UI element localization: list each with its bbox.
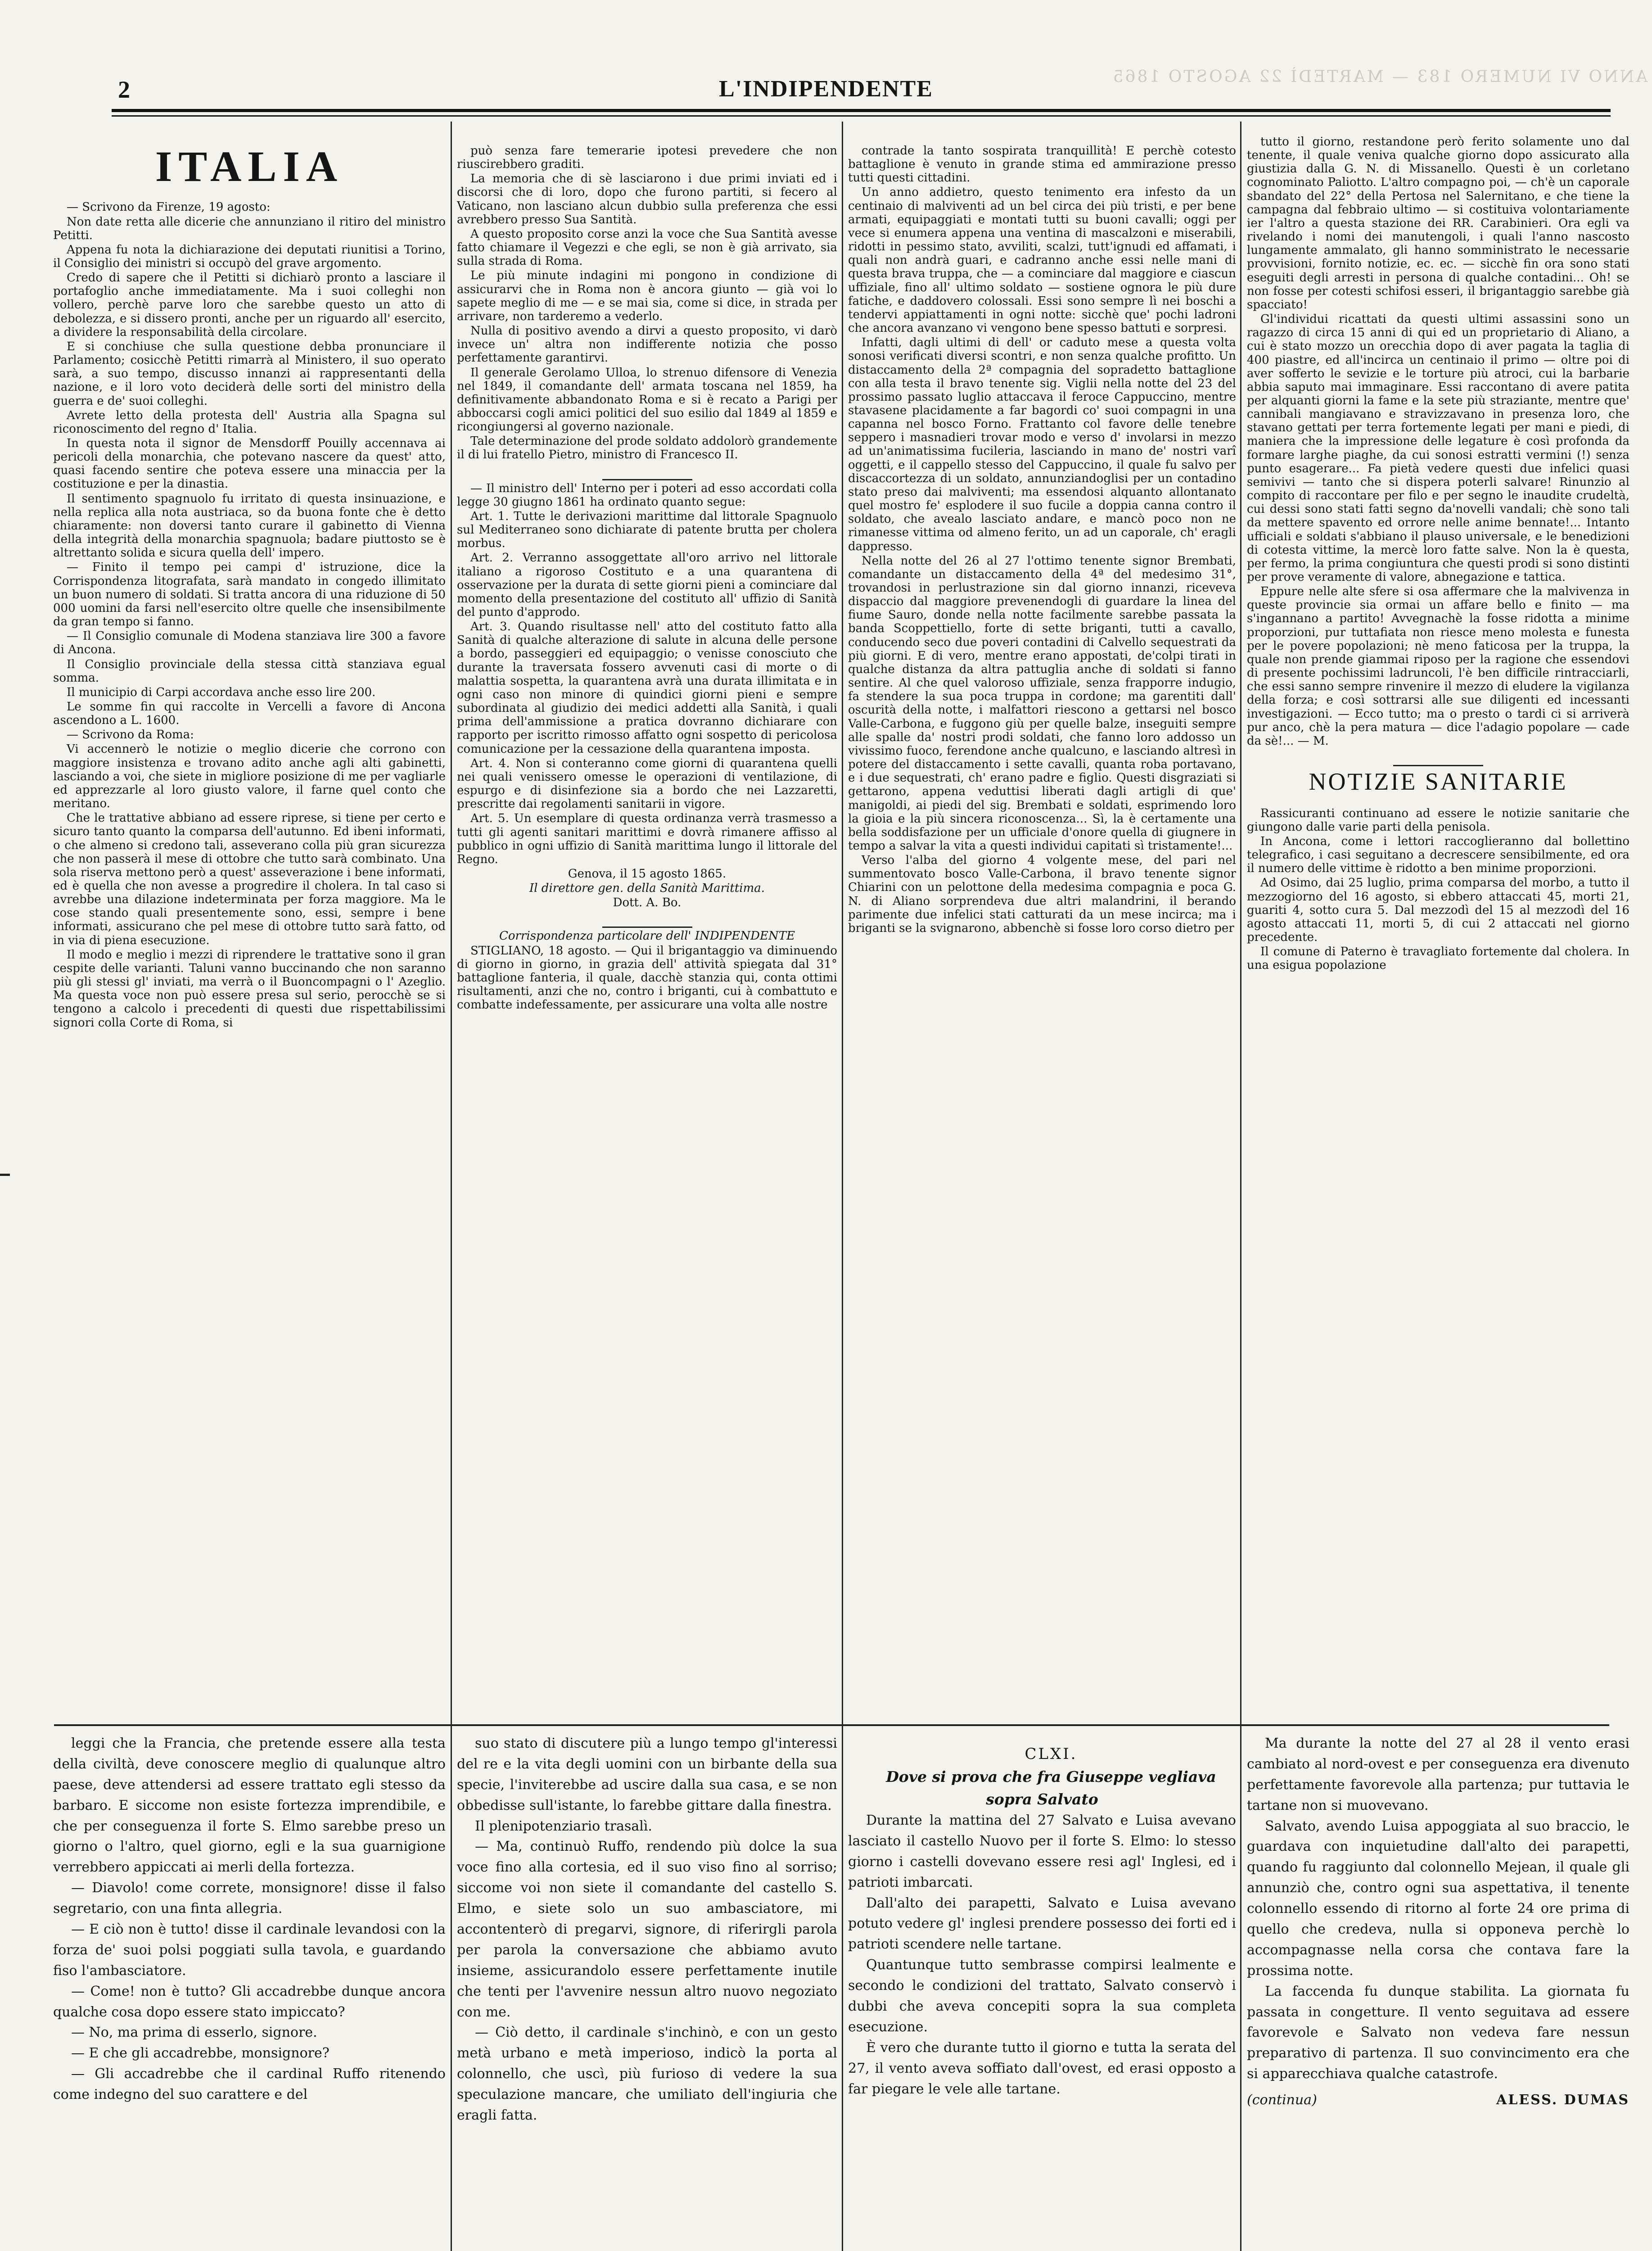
paragraph: — Il ministro dell' Interno per i poteri ad esso accordati colla legge 30 giugno 1861 ha ordinato quanto segue: [457, 481, 837, 509]
column-divider [451, 122, 452, 2251]
paragraph: Art. 3. Quando risultasse nell' atto del costituto fatto alla Sanità di qualche alterazione di salute in alcuna delle persone a bordo, passeggieri ed equipaggio; o venisse conosciuto che durante la traversata fossero avvenuti casi di morte o di malattia sospetta, la quarantena avrà una durata illimitata e in ogni caso non minore di quindici giorni pieni e sempre subordinata al giudizio dei medici addetti alla Sanità, i quali prima dell'ammissione a pratica dovranno dichiarare con rapporto per iscritto rimosso affatto ogni sospetto di pericolosa comunicazione per la cessazione della quarantena imposta. [457, 620, 837, 756]
paragraph: — E che gli accadrebbe, monsignore? [71, 2045, 329, 2061]
feuilleton-rule [54, 1724, 1609, 1726]
paragraph: Quantunque tutto sembrasse compirsi lealmente e secondo le condizioni del trattato, Salvato conservò i dubbi che aveva concepiti sopra la sua completa esecuzione. [848, 1957, 1236, 2035]
paragraph: Avrete letto della protesta dell' Austria alla Spagna sul riconoscimento del regno d' Italia. [53, 408, 446, 436]
page-number: 2 [118, 76, 130, 103]
column-divider [842, 122, 843, 2251]
bleed-through-text: ANNO VI NUMERO 183 — MARTEDÌ 22 AGOSTO 1865 [1111, 68, 1647, 86]
paragraph: Gl'individui ricattati da questi ultimi assassini sono un ragazzo di circa 15 anni di qui ed un proprietario di Aliano, a cui è stato mozzo un orecchia dopo di aver pagata la taglia di 400 piastre, ed all'incirca un centinaio il primo — oltre poi di aver sofferto le sevizie e le torture più atroci, cui la barbarie abbia saputo mai immaginare. Essi raccontano di avere patita per alquanti giorni la fame e la sete più straziante, mentre que' cannibali mangiavano e stravizzavano in presenza loro, che stavano gettati per terra fortemente legati per mani e piedi, di maniera che la impressione delle legature è così profonda da formare larghe piaghe, da cui sonosi estratti vermini (!) senza punto esagerare... Fa pietà vedere questi due infelici quasi semivivi — tanto che si dispera poterli salvare! Rinunzio al compito di raccontare per filo e per segno le inaudite crudeltà, cui dessi sono stati fatti segno da'novelli vandali; chè sono tali da mettere spavento ed orrore nelle anime bennate!... Intanto ufficiali e soldati s'abbiano il plauso universale, e le benedizioni di cotesta vittime, la mercè loro fatte salve. Non la è questa, per fermo, la prima congiuntura che questi prodi si sono distinti per prove veramente di valore, abnegazione e tattica. [1247, 312, 1629, 584]
paragraph: può senza fare temerarie ipotesi prevedere che non riuscirebbero graditi. [457, 144, 837, 172]
chapter-number: CLXI. [1025, 1745, 1078, 1763]
paragraph: Art. 2. Verranno assoggettate all'oro arrivo nel littorale italiano a rigoroso Costituto e a una quarantena di osservazione per la durata di sette giorni pieni a cominciare dal momento della presentazione del costituto all' uffizio di Sanità del punto d'approdo. [457, 551, 837, 619]
paragraph: Art. 5. Un esemplare di questa ordinanza verrà trasmesso a tutti gli agenti sanitari marittimi e dovrà rimanere affisso al pubblico in ogni uffizio di Sanità marittima lungo il littorale del Regno. [457, 812, 837, 866]
column-four [1247, 135, 1629, 1718]
paragraph: Un anno addietro, questo tenimento era infesto da un centinaio di malviventi ad un bel circa dei più tristi, e per bene armati, equipaggiati e montati tutti su buoni cavalli; oggi per vece si enumera appena una ventina di mascalzoni e miserabili, ridotti in pessimo stato, avviliti, scalzi, tutt'ignudi ed affamati, i quali non andrà guari, e cadranno anche essi nelle mani di questa brava truppa, che — a cominciare dal maggiore e ciascun uffiziale, fino all' ultimo soldato — sostiene ognora le più dure fatiche, e daddovero colossali. Essi sono sempre lì nei boschi a tendervi appiattamenti in ogni notte: sicchè que' pochi ladroni che ancora avanzano vi vengono bene spesso battuti e sorpresi. [848, 185, 1236, 335]
feuilleton-column-4 [1247, 1733, 1629, 2251]
paragraph: La memoria che di sè lasciarono i due primi inviati ed i discorsi che di loro, dopo che furono partiti, si fecero al Vaticano, non lasciano alcun dubbio sulla preferenza che essi avrebbero presso Sua Santità. [457, 172, 837, 226]
paragraph: Rassicuranti continuano ad essere le notizie sanitarie che giungono dalle varie parti della penisola. [1247, 806, 1629, 834]
paragraph: — Scrivono da Roma: [67, 728, 194, 742]
feuilleton-column-2 [457, 1733, 837, 2251]
paragraph: Verso l'alba del giorno 4 volgente mese, del pari nel summentovato bosco Valle-Carbona, il bravo tenente signor Chiarini con un pelottone della medesima compagnia e poca G. N. di Aliano sorprendeva due altri malandrini, il berando parimente due infelici stati catturati da un mese incirca; ma i briganti se la svignarono, abbenchè si fosse loro corso dietro per [848, 854, 1236, 935]
paragraph: Durante la mattina del 27 Salvato e Luisa avevano lasciato il castello Nuovo per il forte S. Elmo: lo stesso giorno i castelli dovevano essere resi agl' Inglesi, ed i patrioti imbarcati. [848, 1813, 1236, 1890]
column-italia [53, 135, 446, 1718]
paragraph: Le più minute indagini mi pongono in condizione di assicurarvi che in Roma non è ancora giunto — già voi lo sapete meglio di me — e se mai sia, come si dice, in strada per arrivare, non tarderemo a vederlo. [457, 269, 837, 323]
feuilleton-column-3 [848, 1742, 1236, 2251]
paragraph: — E ciò non è tutto! disse il cardinale levandosi con la forza de' suoi polsi poggiati sulla tavola, e guardando fiso l'ambasciatore. [53, 1921, 446, 1979]
paragraph: Il modo e meglio i mezzi di riprendere le trattative sono il gran cespite delle varianti. Taluni vanno buccinando che non saranno più gli stessi gl' inviati, ma verrà o il Buoncompagni o l' Azeglio. Ma questa voce non può essere presa sul serio, perocchè se si tengono a calcolo i precedenti di questi due rispettabilissimi signori colla Corte di Roma, si [53, 948, 446, 1030]
paragraph: — Ma, continuò Ruffo, rendendo più dolce la sua voce fino alla cortesia, ed il suo viso fino al sorriso; siccome voi non siete il comandante del castello S. Elmo, e siete solo un suo ambasciatore, mi accontenterò di pregarvi, signore, di riferirgli parola per parola la conversazione che abbiamo avuto insieme, assicurandolo essere perfettamente inutile che tenti per l'avvenire nessun altro nuovo negoziato con me. [457, 1839, 837, 2020]
newspaper-title: L'INDIPENDENTE [719, 76, 933, 102]
paragraph: — Gli accadrebbe che il cardinal Ruffo ritenendo come indegno del suo carattere e del [53, 2066, 446, 2103]
paragraph: In Ancona, come i lettori raccoglieranno dal bollettino telegrafico, i casi seguitano a decrescere sensibilmente, ed ora il numero delle vittime è ridotto a ben minime proporzioni. [1247, 834, 1629, 876]
ordinance-date: Genova, il 15 agosto 1865. [568, 867, 727, 881]
paragraph: Il generale Gerolamo Ulloa, lo strenuo difensore di Venezia nel 1849, il comandante dell' armata toscana nel 1859, ha definitivamente abbandonato Roma e si è recato a Parigi per abboccarsi cogli amici politici del suo esilio dal 1849 al 1859 e ricongiungersi al governo nazionale. [457, 366, 837, 434]
paragraph: Eppure nelle alte sfere si osa affermare che la malvivenza in queste provincie sia ormai un affare bello e finito — ma s'ingannano a partito! Avvegnachè la fosse ridotta a minime proporzioni, pur tuttafiata non riesce meno molesta e funesta per le povere popolazioni; nè meno faticosa per la truppa, la quale non prende giammai riposo per la ragione che essendovi di presente pochissimi ladruncoli, l'è ben difficile rintracciarli, che essi sanno sempre rinvenire il mezzo di eludere la vigilanza della forza; e così sottrarsi alle sue diligenti ed incessanti investigazioni. — Ecco tutto; ma o presto o tardi ci si arriverà pur anco, chè la pera matura — dice l'adagio popolare — cade da sè!... — M. [1247, 585, 1629, 748]
paragraph: — Ciò detto, il cardinale s'inchinò, e con un gesto metà urbano e metà imperioso, indicò la porta al colonnello, che uscì, più furioso di vedere la sua speculazione mancare, che umiliato dell'ingiuria che eragli fatta. [457, 2025, 837, 2124]
paragraph: STIGLIANO, 18 agosto. — Qui il brigantaggio va diminuendo di giorno in giorno, in grazia dell' attività spiegata dal 31° battaglione fanteria, il quale, dacchè stanzia qui, conta ottimi risultamenti, anzi che no, contro i briganti, cui à combattuto e combatte indefessamente, per assicurare una volta alle nostre [457, 944, 837, 1012]
paragraph: È vero che durante tutto il giorno e tutta la serata del 27, il vento aveva soffiato dall'ovest, ed erasi opposto a far piegare le vele alle tartane. [848, 2039, 1236, 2097]
section-heading-notizie-sanitarie: NOTIZIE SANITARIE [1309, 768, 1568, 796]
paragraph: — No, ma prima di esserlo, signore. [71, 2025, 317, 2041]
correspondence-heading: Corrispondenza particolare dell' INDIPENDENTE [499, 929, 795, 943]
paragraph: Infatti, dagli ultimi di dell' or caduto mese a questa volta sonosi verificati diversi scontri, e non senza qualche profitto. Un distaccamento della 2ª compagnia del sopradetto battaglione con alla testa il bravo tenente sig. Viglii nella notte del 23 del prossimo passato luglio attaccava il feroce Cappuccino, mentre stavasene placidamente a far bagordi co' suoi compagni in una capanna nel bosco Forno. Frattanto col favore delle tenebre seppero i masnadieri trovar modo e verso d' involarsi in mezzo ad un'animatissima fucileria, lasciando in mano de' nostri varî oggetti, e il cappello stesso del Cappuccino, il quale fu salvo per discaccortezza di un soldato, annunziandoglisi per un contadino stato preso dai malviventi; ma essendosi alquanto allontanato quel mostro fe' esplodere il suo fucile a doppia canna contro il soldato, che avealo lasciato andare, e mancò poco non ne rimanesse vittima od almeno ferito, un ad un caporale, ch' eragli dappresso. [848, 336, 1236, 553]
paragraph: In questa nota il signor de Mensdorff Pouilly accennava ai pericoli della monarchia, che potevano nascere da quest' atto, quasi facendo sentire che poteva essere una minaccia per la costituzione e per la dinastia. [53, 437, 446, 491]
column-three [848, 144, 1236, 1718]
paragraph: La faccenda fu dunque stabilita. La giornata fu passata in congetture. Il vento seguitava ad essere favorevole e Salvato non vedeva fare nessun preparativo di partenza. Il suo convincimento era che si apparecchiava qualche catastrofe. [1247, 1983, 1629, 2082]
continua-label: (continua) [1247, 2092, 1317, 2108]
feuilleton-footer [1247, 2090, 1629, 2111]
paragraph: Le somme fin qui raccolte in Vercelli a favore di Ancona ascendono a L. 1600. [53, 700, 446, 728]
chapter-title: Dove si prova che fra Giuseppe vegliava sopra Salvato [886, 1768, 1216, 1808]
signer-title: Il direttore gen. della Sanità Marittima. [529, 881, 765, 895]
paragraph: — Diavolo! come correte, monsignore! disse il falso segretario, con una finta allegria. [53, 1880, 446, 1917]
paragraph: Credo di sapere che il Petitti si dichiarò pronto a lasciare il portafoglio anche immediatamente. Ma i suoi colleghi non vollero, perchè parve loro che sarebbe questo un atto di debolezza, e si dissero pronti, anche per un riguardo all' esercito, a dividere la responsabilità della circolare. [53, 271, 446, 339]
paragraph: suo stato di discutere più a lungo tempo gl'interessi del re e la vita degli uomini con un birbante della sua specie, l'inviterebbe ad uscire dalla sua casa, e se non obbedisse sull'istante, lo farebbe gittare dalla finestra. [457, 1736, 837, 1813]
article-separator [457, 918, 837, 919]
section-heading-italia: ITALIA [155, 142, 344, 190]
article-separator [457, 470, 837, 472]
paragraph: — Il Consiglio comunale di Modena stanziava lire 300 a favore di Ancona. [53, 629, 446, 657]
paragraph: — Come! non è tutto? Gli accadrebbe dunque ancora qualche cosa dopo essere stato impiccato? [53, 1983, 446, 2020]
paragraph: — Scrivono da Firenze, 19 agosto: [67, 200, 271, 214]
paragraph: Il comune di Paterno è travagliato fortemente dal cholera. In una esigua popolazione [1247, 945, 1629, 972]
header-rule-thin [112, 115, 1611, 117]
paragraph: Dall'alto dei parapetti, Salvato e Luisa avevano potuto vedere gl' inglesi prendere possesso dei forti ed i patrioti scendere nelle tartane. [848, 1895, 1236, 1953]
paragraph: E si conchiuse che sulla questione debba pronunciare il Parlamento; cosicchè Petitti rimarrà al Ministero, il suo operato sarà, a suo tempo, discusso innanzi ai rappresentanti della nazione, e il loro voto deciderà delle sorti del ministro della guerra e de' suoi colleghi. [53, 339, 446, 408]
feuilleton-column-1 [53, 1733, 446, 2251]
column-divider [1240, 122, 1241, 2251]
paragraph: A questo proposito corse anzi la voce che Sua Santità avesse fatto chiamare il Vegezzi e che egli, se non è già arrivato, sia sulla strada di Roma. [457, 227, 837, 268]
paragraph: Ma durante la notte del 27 al 28 il vento erasi cambiato al nord-ovest e per conseguenza era divenuto perfettamente favorevole alla partenza; pur tuttavia le tartane non si muovevano. [1247, 1736, 1629, 1813]
paragraph: Non date retta alle dicerie che annunziano il ritiro del ministro Petitti. [53, 215, 446, 242]
paragraph: Art. 1. Tutte le derivazioni marittime dal littorale Spagnuolo sul Mediterraneo sono dichiarate di patente brutta per cholera morbus. [457, 509, 837, 551]
paragraph: Nulla di positivo avendo a dirvi a questo proposito, vi darò invece un' altra non indifferente notizia che posso perfettamente garantirvi. [457, 324, 837, 365]
paragraph: Vi accennerò le notizie o meglio dicerie che corrono con maggiore insistenza e trovano adito anche agli alti gabinetti, lasciando a voi, che siete in migliore posizione di me per vagliarle ed apprezzarle al loro giusto valore, il farne quel conto che meritano. [53, 742, 446, 811]
margin-mark [0, 1174, 10, 1176]
author-name: ALESS. DUMAS [1496, 2092, 1629, 2108]
header-rule-thick [112, 109, 1611, 112]
paragraph: tutto il giorno, restandone però ferito solamente uno dal tenente, il quale veniva qualche giorno dopo assicurato alla giustizia dalla G. N. di Missanello. Questi è un corletano cognominato Paliotto. L'altro compagno poi, — ch'è un caporale sbandato del 22° della Pertosa nel Salernitano, e che tiene la campagna dal febbraio ultimo — si costituiva volontariamente ier l'altro a questa stazione dei RR. Carabinieri. Ora egli va rivelando i nomi dei manutengoli, i quali l'anno nascosto lungamente ammalato, gli hanno somministrato le necessarie provvisioni, fornito notizie, ec. ec. — sicchè fin ora sono stati eseguiti degli arresti in persona di qualche contadini... Oh! se non fosse per cotesti schifosi esseri, il brigantaggio sarebbe già spacciato! [1247, 135, 1629, 312]
column-two [457, 144, 837, 1718]
paragraph: Che le trattative abbiano ad essere riprese, si tiene per certo e sicuro tanto quanto la comparsa dell'autunno. Ed ibeni informati, o che almeno si credono tali, asseverano colla più gran sicurezza che non passerà il mese di ottobre che tutto sarà combinato. Una sola riserva mettono però a quest' asseverazione i bene informati, ed è quella che non avesse a progredire il cholera. In tal caso si avrebbe una dilazione indeterminata per forza maggiore. Ma le cose stando quali presentemente sono, essi, sempre i bene informati, assicurano che pel mese di ottobre tutto sarà fatto, od in via di piena esecuzione. [53, 811, 446, 947]
paragraph: Art. 4. Non si conteranno come giorni di quarantena quelli nei quali venissero omesse le operazioni di ventilazione, di espurgo e di disinfezione sia a bordo che nei Lazzaretti, prescritte dai regolamenti sanitarii in vigore. [457, 756, 837, 811]
paragraph: Nella notte del 26 al 27 l'ottimo tenente signor Brembati, comandante un distaccamento della 4ª del medesimo 31°, trovandosi in perlustrazione sin dal giorno innanzi, riceveva dispaccio dal maggiore prevenendogli di guardare la linea del fiume Sauro, donde nella notte facilmente sarebbe passata la banda Scoppettiello, forte di sette briganti, tutti a cavallo, conducendo seco due poveri contadini di Calvello sequestrati da più giorni. E di vero, mentre erano appostati, de'colpi tirati in qualche distanza da altra pattuglia anche di soldati si fanno sentire. Al che quel valoroso uffiziale, senza frapporre indugio, fa stendere la sua poca truppa in cordone; ma garentiti dall' oscurità della notte, i malfattori riescono a gettarsi nel bosco Valle-Carbona, e fuggono giù per quelle balze, inseguiti sempre alle spalle da' nostri prodi soldati, che fanno loro addosso un vivissimo fuoco, ferendone anche qualcuno, e lasciando altresì in potere del distaccamento i sette cavalli, quanta roba portavano, e i due sequestrati, ch' erano padre e figlio. Questi disgraziati si gettarono, appena veduttisi liberati dagli artigli di que' manigoldi, ai piedi del sig. Brembati e soldati, esprimendo loro la gioia e la più sincera riconoscenza... Sì, la è certamente una bella soddisfazione per un ufficiale d'onore quella di giugnere in tempo a salvar la vita a questi individui capitati sì tristamente!... [848, 554, 1236, 853]
paragraph: leggi che la Francia, che pretende essere alla testa della civiltà, deve conoscere meglio di qualunque altro paese, deve attendersi ad essere trattato egli stesso da barbaro. E siccome non esiste fortezza imprendibile, e che per conseguenza il forte S. Elmo sarebbe preso un giorno o l'altro, quel giorno, egli e la sua guarnigione verrebbero appiccati ai merli della fortezza. [53, 1736, 446, 1876]
paragraph: Il municipio di Carpi accordava anche esso lire 200. [67, 685, 376, 699]
paragraph: Il Consiglio provinciale della stessa città stanziava egual somma. [53, 657, 446, 685]
paragraph: contrade la tanto sospirata tranquillità! E perchè cotesto battaglione è venuto in grande stima ed ammirazione presso tutti questi cittadini. [848, 144, 1236, 185]
paragraph: Salvato, avendo Luisa appoggiata al suo braccio, le guardava con inquietudine dall'alto dei parapetti, quando fu raggiunto dal colonnello Mejean, il quale gli annunziò che, contro ogni sua aspettativa, il tenente colonnello essendo di ritorno al forte 24 ore prima di quello che credeva, nulla si opponeva perchè lo accompagnasse nella corsa che contava fare la prossima notte. [1247, 1818, 1629, 1979]
article-separator [1247, 756, 1629, 758]
paragraph: — Finito il tempo pei campi d' istruzione, dice la Corrispondenza litografata, sarà mandato in congedo illimitato un buon numero di soldati. Si tratta ancora di una riduzione di 50 000 uomini da farsi nell'esercito oltre quelle che insensibilmente da gran tempo si fanno. [53, 560, 446, 629]
paragraph: Appena fu nota la dichiarazione dei deputati riunitisi a Torino, il Consiglio dei ministri si occupò del grave argomento. [53, 243, 446, 270]
paragraph: Il sentimento spagnuolo fu irritato di questa insinuazione, e nella replica alla nota austriaca, so da buona fonte che è detto chiaramente: non doversi tanto curare il gabinetto di Vienna della integrità della monarchia spagnuola; badare piuttosto se è altrettanto solida e sicura quella dell' impero. [53, 492, 446, 560]
paragraph: Tale determinazione del prode soldato addolorò grandemente il di lui fratello Pietro, ministro di Francesco II. [457, 434, 837, 462]
signer-name: Dott. A. Bo. [613, 896, 682, 910]
paragraph: Ad Osimo, dai 25 luglio, prima comparsa del morbo, a tutto il mezzogiorno del 16 agosto, si ebbero attaccati 45, morti 21, guariti 4, sotto cura 5. Dal mezzodì del 15 al mezzodì del 16 agosto attaccati 11, morti 5, di cui 2 attaccati nel giorno precedente. [1247, 876, 1629, 945]
paragraph: Il plenipotenziario trasalì. [475, 1818, 652, 1834]
